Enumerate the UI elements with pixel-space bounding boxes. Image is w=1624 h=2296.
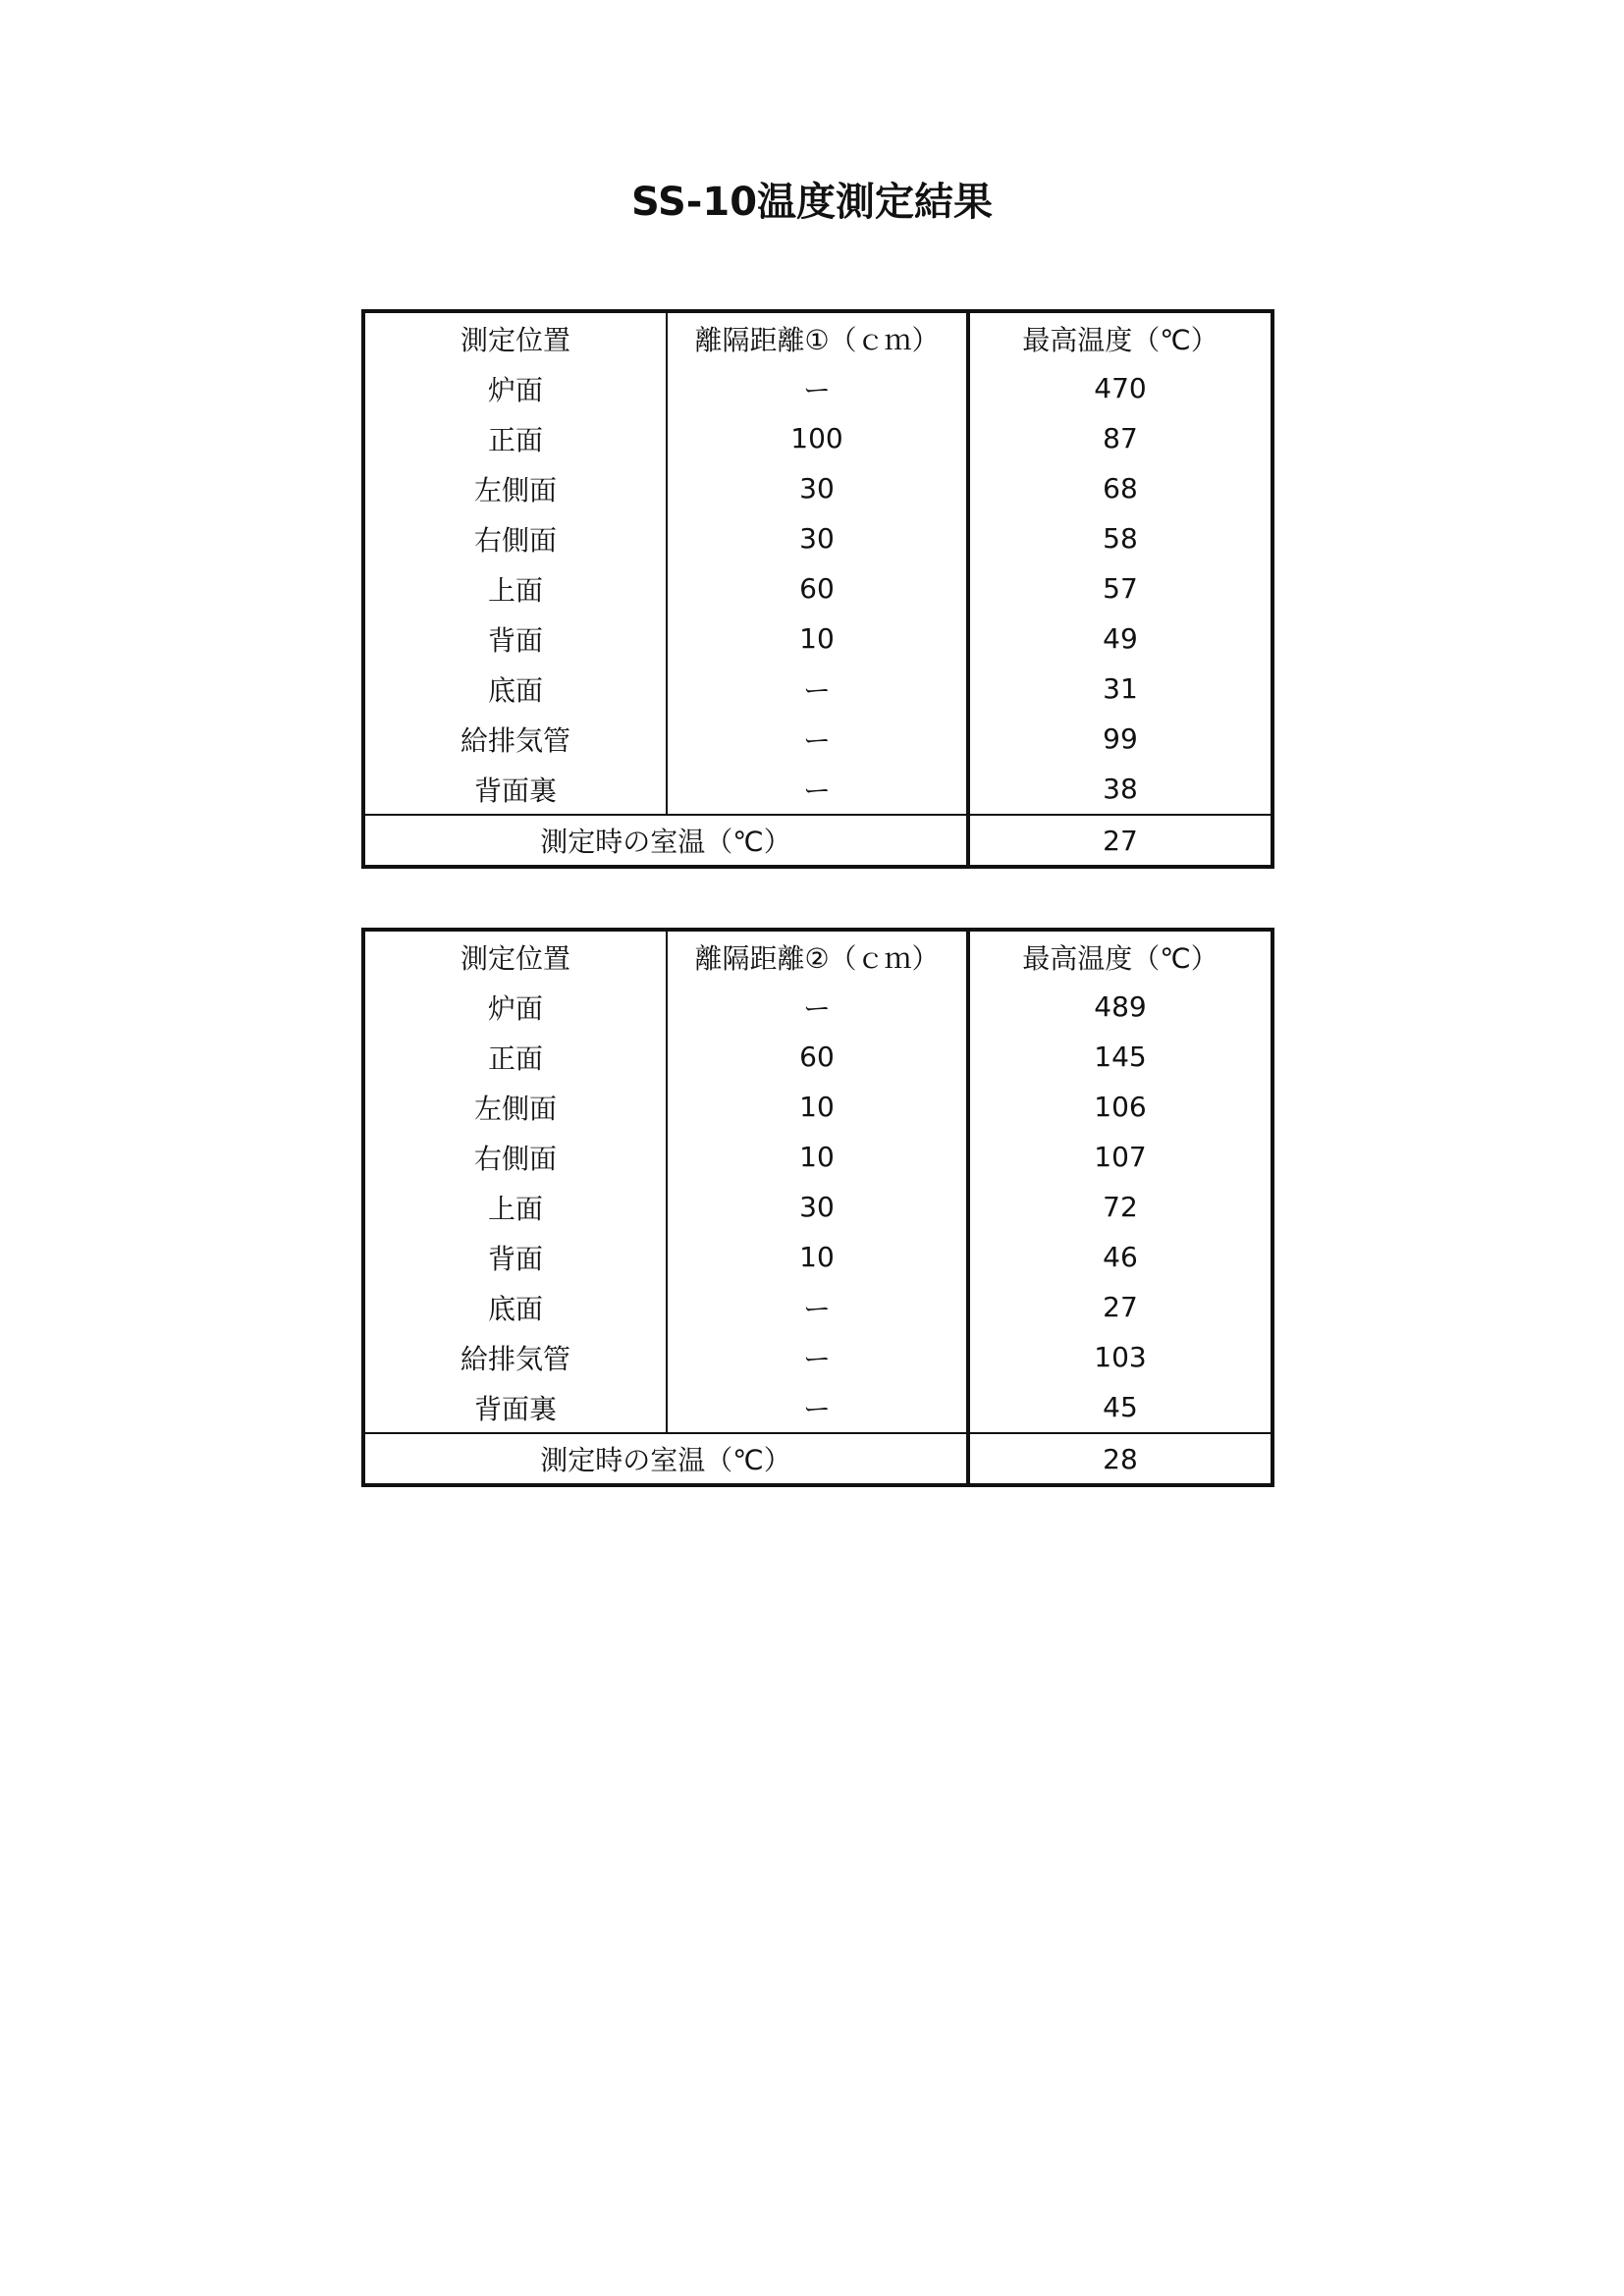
table-row — [363, 1332, 1272, 1382]
cell-distance: ー — [667, 664, 968, 714]
header-position: 測定位置 — [363, 311, 667, 363]
header-max-temp: 最高温度（℃） — [1022, 941, 1218, 975]
temperature-table-1 — [361, 309, 1274, 869]
page-title: SS-10温度測定結果 — [630, 180, 994, 225]
temperature-table-2 — [361, 928, 1274, 1487]
cell-distance: ー — [667, 982, 968, 1032]
cell-position: 炉面 — [363, 982, 667, 1032]
table-row — [363, 463, 1272, 513]
table-row — [363, 1082, 1272, 1132]
room-temp-label: 測定時の室温（℃） — [363, 815, 968, 867]
cell-distance: ー — [667, 1282, 968, 1332]
cell-distance: 10 — [667, 1082, 968, 1132]
cell-max-temp: 470 — [1094, 372, 1147, 404]
cell-distance: ー — [667, 764, 968, 815]
cell-distance: 60 — [667, 563, 968, 614]
cell-position: 給排気管 — [363, 714, 667, 764]
table-row — [363, 513, 1272, 563]
cell-max-temp: 57 — [1103, 572, 1138, 605]
cell-distance: ー — [667, 363, 968, 413]
header-position: 測定位置 — [363, 930, 667, 982]
cell-max-temp: 103 — [1094, 1341, 1147, 1373]
cell-distance: 30 — [667, 463, 968, 513]
table-row — [363, 764, 1272, 815]
room-temp-row — [363, 815, 1272, 867]
cell-position: 右側面 — [363, 1132, 667, 1182]
cell-distance: 10 — [667, 614, 968, 664]
cell-max-temp: 107 — [1094, 1141, 1147, 1173]
cell-max-temp: 38 — [1103, 773, 1138, 805]
table-row — [363, 664, 1272, 714]
room-temp-row — [363, 1433, 1272, 1485]
cell-position: 炉面 — [363, 363, 667, 413]
table-row — [363, 363, 1272, 413]
cell-position: 上面 — [363, 1182, 667, 1232]
table-row — [363, 1282, 1272, 1332]
cell-position: 正面 — [363, 413, 667, 463]
cell-position: 背面裏 — [363, 764, 667, 815]
cell-distance: 10 — [667, 1232, 968, 1282]
cell-max-temp: 68 — [1103, 472, 1138, 505]
cell-position: 上面 — [363, 563, 667, 614]
table-row — [363, 1182, 1272, 1232]
cell-position: 底面 — [363, 664, 667, 714]
table-row — [363, 563, 1272, 614]
table-row — [363, 413, 1272, 463]
cell-distance: 100 — [667, 413, 968, 463]
header-max-temp: 最高温度（℃） — [1022, 323, 1218, 356]
cell-max-temp: 31 — [1103, 672, 1138, 705]
room-temp-value: 28 — [968, 1433, 1272, 1485]
table-row — [363, 1132, 1272, 1182]
cell-max-temp: 87 — [1103, 422, 1138, 454]
table-header-row — [363, 311, 1272, 363]
cell-max-temp: 58 — [1103, 522, 1138, 555]
table-row — [363, 982, 1272, 1032]
table-row — [363, 714, 1272, 764]
cell-position: 背面 — [363, 1232, 667, 1282]
cell-distance: ー — [667, 714, 968, 764]
cell-max-temp: 489 — [1094, 990, 1147, 1023]
cell-distance: ー — [667, 1382, 968, 1433]
table-header-row — [363, 930, 1272, 982]
cell-position: 背面裏 — [363, 1382, 667, 1433]
cell-max-temp: 45 — [1103, 1391, 1138, 1423]
cell-position: 給排気管 — [363, 1332, 667, 1382]
cell-max-temp: 145 — [1094, 1041, 1147, 1073]
cell-position: 左側面 — [363, 1082, 667, 1132]
cell-max-temp: 46 — [1103, 1241, 1138, 1273]
cell-distance: 30 — [667, 1182, 968, 1232]
header-distance: 離隔距離②（ｃｍ） — [667, 930, 968, 982]
table-row — [363, 1382, 1272, 1433]
cell-position: 背面 — [363, 614, 667, 664]
cell-distance: 30 — [667, 513, 968, 563]
cell-position: 底面 — [363, 1282, 667, 1332]
cell-position: 左側面 — [363, 463, 667, 513]
cell-max-temp: 27 — [1103, 1291, 1138, 1323]
cell-distance: 60 — [667, 1032, 968, 1082]
cell-max-temp: 49 — [1103, 622, 1138, 655]
table-row — [363, 1032, 1272, 1082]
cell-max-temp: 72 — [1103, 1191, 1138, 1223]
cell-distance: 10 — [667, 1132, 968, 1182]
table-row — [363, 1232, 1272, 1282]
cell-position: 正面 — [363, 1032, 667, 1082]
table-row — [363, 614, 1272, 664]
header-distance: 離隔距離①（ｃｍ） — [667, 311, 968, 363]
cell-position: 右側面 — [363, 513, 667, 563]
cell-max-temp: 106 — [1094, 1091, 1147, 1123]
room-temp-label: 測定時の室温（℃） — [363, 1433, 968, 1485]
room-temp-value: 27 — [968, 815, 1272, 867]
cell-distance: ー — [667, 1332, 968, 1382]
cell-max-temp: 99 — [1103, 722, 1138, 755]
